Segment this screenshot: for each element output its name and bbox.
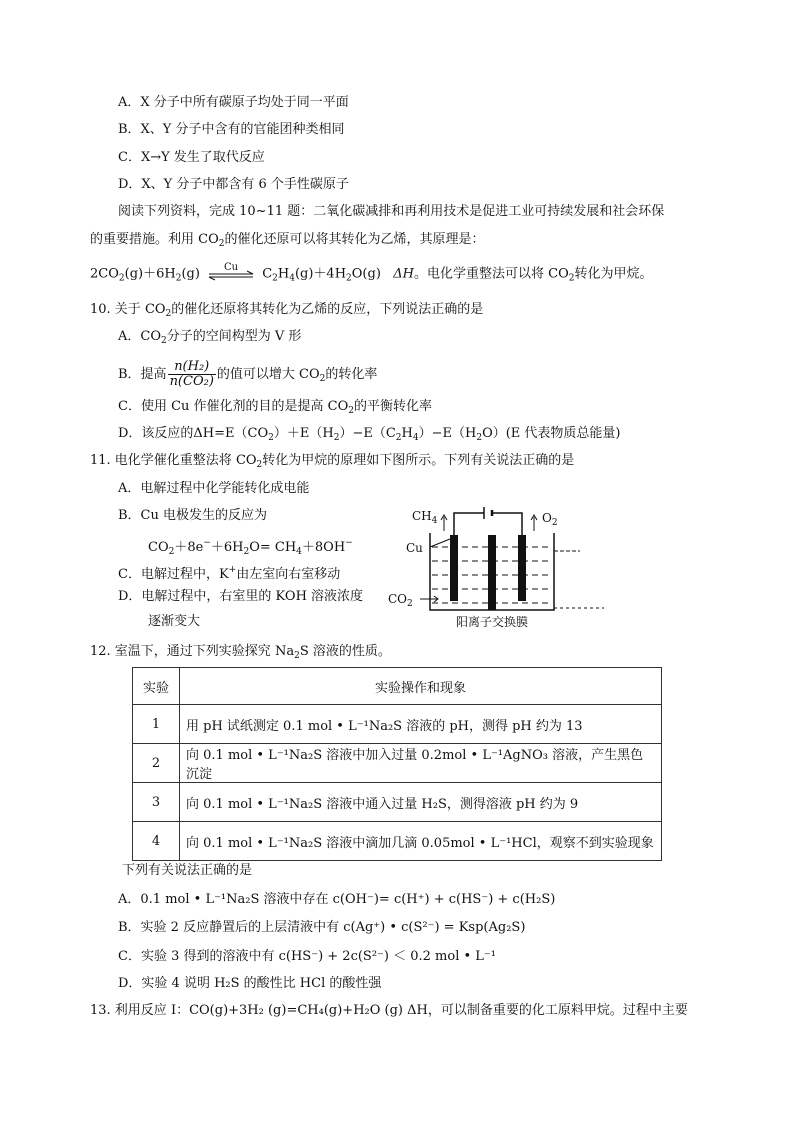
table-cell-text: 用 pH 试纸测定 0.1 mol • L⁻¹Na₂S 溶液的 pH，测得 pH 约为 13 [180, 705, 662, 744]
q9-option-c: C．X→Y 发生了取代反应 [118, 150, 265, 165]
q9-option-d: D．X、Y 分子中都含有 6 个手性碳原子 [118, 177, 349, 192]
q10-option-c: C．使用 Cu 作催化剂的目的是提高 $CO_2$的平衡转化率 [118, 399, 433, 416]
reaction-equation: $2CO_2(g)+6H_2(g)$ Cu $C_2H_4(g)+4H_2O(g)$ ΔH。电化学重整法可以将 $CO_2$转化为甲烷。 [90, 265, 653, 288]
table-cell-text: 向 0.1 mol • L⁻¹Na₂S 溶液中滴加几滴 0.05mol • L⁻¹HCl，观察不到实验现象 [180, 822, 662, 861]
table-header-experiment: 实验 [133, 668, 180, 705]
intro-line-2: 的重要措施。利用 $CO_2$的催化还原可以将其转化为乙烯，其原理是： [90, 232, 485, 249]
equilibrium-arrow-icon [208, 262, 254, 283]
co2-inlet-label: $CO_2$ [388, 592, 413, 609]
table-cell-number: 1 [133, 705, 180, 744]
electrolysis-cell-diagram [388, 505, 624, 644]
table-cell-number: 3 [133, 783, 180, 822]
q12-option-d: D．实验 4 说明 H₂S 的酸性比 HCl 的酸性强 [118, 976, 382, 991]
q12-after-table: 下列有关说法正确的是 [122, 863, 253, 878]
q9-option-b: B．X、Y 分子中含有的官能团种类相同 [118, 122, 345, 137]
table-cell-text: 向 0.1 mol • L⁻¹Na₂S 溶液中加入过量 0.2mol • L⁻¹AgNO₃ 溶液，产生黑色沉淀 [180, 744, 662, 783]
table-row [133, 744, 662, 783]
q12-stem: 12. 室温下，通过下列实验探究 $Na_2S$ 溶液的性质。 [90, 644, 391, 661]
q10-option-b: B．提高 $\frac{\text{n(H₂)}}{\text{n(CO₂)}}$ 的值可以增大 $CO_2$的转化率 [118, 359, 378, 389]
ch4-label: $CH_4$ [412, 509, 438, 526]
q11-option-d: D．电解过程中，右室里的 KOH 溶液浓度 [118, 589, 364, 604]
table-row [133, 705, 662, 744]
table-header-row [133, 668, 662, 705]
membrane-label: 阳离子交换膜 [456, 615, 529, 629]
q10-option-a: A．$CO_2$分子的空间构型为 V 形 [118, 329, 302, 346]
intro-line-1: 阅读下列资料，完成 10~11 题：二氧化碳减排和再利用技术是促进工业可持续发展和社会环保 [118, 204, 665, 219]
q11-stem: 11. 电化学催化重整法将 $CO_2$转化为甲烷的原理如下图所示。下列有关说法正确的是 [90, 453, 575, 470]
q10-stem: 10. 关于 $CO_2$的催化还原将其转化为乙烯的反应，下列说法正确的是 [90, 302, 484, 319]
cu-electrode-label: Cu [406, 541, 423, 555]
q10-option-d: D．该反应的$\Delta H=E(CO_2)+E(H_2)-E(C_2H_4)-E(H_2O)(E$ 代表物质总能量) [118, 426, 621, 443]
table-row [133, 822, 662, 861]
o2-label: $O_2$ [542, 511, 558, 528]
q11-option-c: C．电解过程中，K+由左室向右室移动 [118, 565, 341, 582]
table-row [133, 783, 662, 822]
q13-stem: 13. 利用反应 I：CO(g)+3H₂ (g)=CH₄(g)+H₂O (g) ΔH，可以制备重要的化工原料甲烷。过程中主要 [90, 1003, 688, 1018]
q12-option-b: B．实验 2 反应静置后的上层清液中有 c(Ag⁺) • c(S²⁻) = Ksp(Ag₂S) [118, 920, 526, 935]
table-cell-text: 向 0.1 mol • L⁻¹Na₂S 溶液中通入过量 H₂S，测得溶液 pH 约为 9 [180, 783, 662, 822]
catalyst-label: Cu [224, 262, 239, 273]
table-cell-number: 4 [133, 822, 180, 861]
q12-option-c: C．实验 3 得到的溶液中有 c(HS⁻) + 2c(S²⁻) ＜ 0.2 mol • L⁻¹ [118, 949, 496, 964]
q9-option-a: A．X 分子中所有碳原子均处于同一平面 [118, 95, 349, 110]
table-cell-number: 2 [133, 744, 180, 783]
q11-option-b-equation: $CO_2+8e^-+6H_2O= CH_4+8OH^-$ [148, 538, 353, 557]
q11-option-b: B．Cu 电极发生的反应为 [118, 508, 268, 523]
table-header-operation: 实验操作和现象 [180, 668, 662, 705]
ratio-fraction: $\frac{\text{n(H₂)}}{\text{n(CO₂)}}$ [169, 359, 214, 389]
experiment-table [132, 667, 662, 861]
q11-option-a: A．电解过程中化学能转化成电能 [118, 481, 310, 496]
q12-option-a: A．0.1 mol • L⁻¹Na₂S 溶液中存在 c(OH⁻)= c(H⁺) + c(HS⁻) + c(H₂S) [118, 892, 556, 907]
q11-option-d-cont: 逐渐变大 [148, 614, 201, 629]
